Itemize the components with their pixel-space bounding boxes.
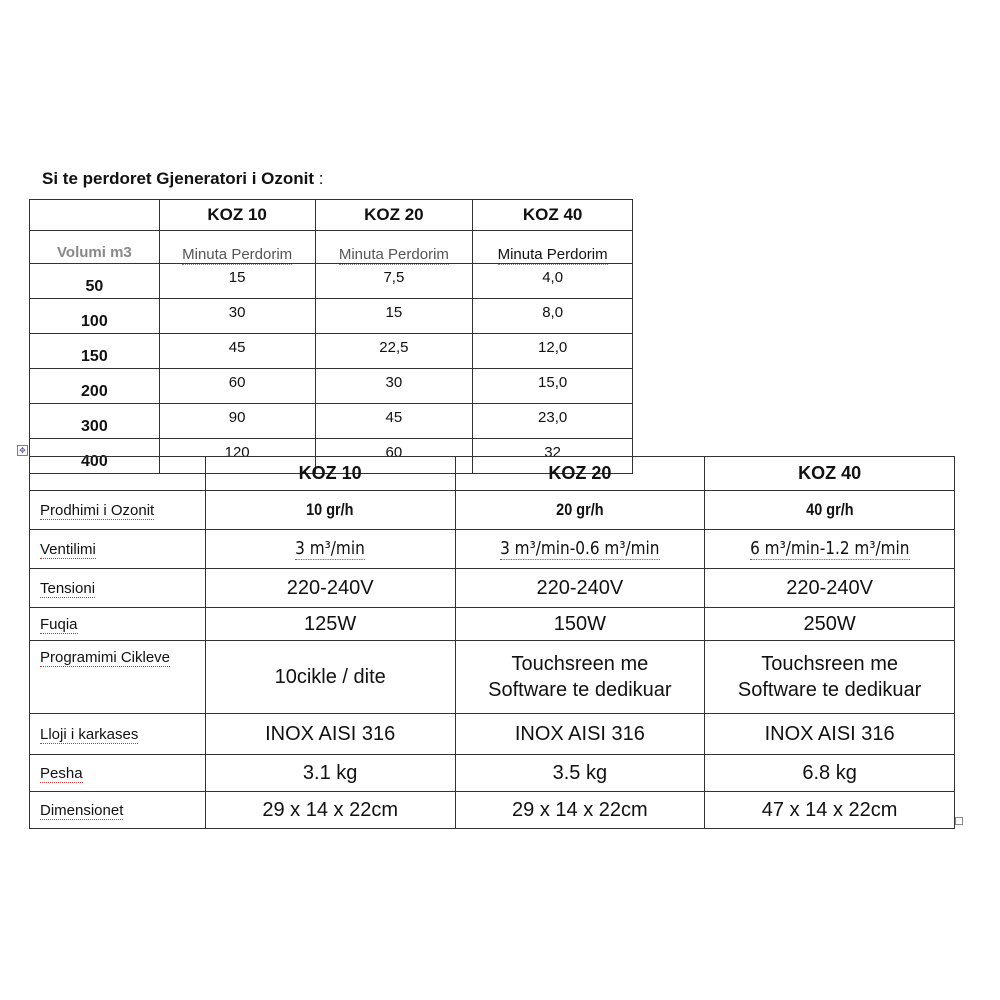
table-row [30, 530, 955, 569]
spec-value: 220-240V [205, 569, 455, 608]
spec-value: 3.5 kg [455, 755, 705, 792]
page-title [42, 169, 324, 189]
specs-header-cell: KOZ 10 [205, 457, 455, 491]
usage-header-cell: KOZ 40 [473, 200, 633, 231]
specs-header-cell: KOZ 20 [455, 457, 705, 491]
specs-table [29, 456, 955, 829]
usage-subheader-cell [159, 231, 315, 264]
specs-header-row [30, 457, 955, 491]
spec-label-cell [30, 755, 206, 792]
spec-label: Programimi Cikleve [40, 649, 171, 666]
spec-label-cell [30, 714, 206, 755]
spec-value: 150W [455, 608, 705, 641]
spec-value: Touchsreen me [761, 653, 898, 675]
spec-value-cell [705, 530, 955, 569]
spec-label-cell [30, 569, 206, 608]
spec-value: INOX AISI 316 [705, 714, 955, 755]
minutes-cell: 32 [473, 439, 633, 474]
resize-handle-icon[interactable] [955, 817, 963, 825]
spec-label: Prodhimi i Ozonit [40, 501, 155, 519]
spec-value: 220-240V [455, 569, 705, 608]
spec-label-cell [30, 491, 206, 530]
spec-value: Touchsreen me [511, 653, 649, 675]
minutes-cell: 30 [315, 369, 473, 404]
spec-value: 3 m³/min [295, 538, 365, 559]
usage-subheader-text: Minuta Perdorim [182, 246, 293, 263]
title-text: Si te perdoret Gjeneratori i Ozonit [42, 169, 315, 188]
specs-header-cell [30, 457, 206, 491]
usage-header-row [30, 200, 633, 231]
usage-subheader-cell [315, 231, 473, 264]
spec-value: 250W [705, 608, 955, 641]
spec-value: INOX AISI 316 [455, 714, 705, 755]
minutes-cell: 15,0 [473, 369, 633, 404]
table-row [30, 264, 633, 299]
spec-value: 47 x 14 x 22cm [705, 792, 955, 829]
spec-value-cell [205, 530, 455, 569]
spec-value: 6.8 kg [705, 755, 955, 792]
table-row [30, 755, 955, 792]
spec-label-cell [30, 608, 206, 641]
volume-cell: 150 [30, 334, 160, 369]
volume-cell: 400 [30, 439, 160, 474]
spec-label: Ventilimi [40, 540, 96, 558]
usage-subheader-text: Minuta Perdorim [338, 246, 449, 263]
volume-label: Volumi m3 [30, 231, 160, 264]
table-row [30, 569, 955, 608]
minutes-cell: 15 [315, 299, 473, 334]
minutes-cell: 120 [159, 439, 315, 474]
spec-value: INOX AISI 316 [205, 714, 455, 755]
spec-label-cell [30, 530, 206, 569]
volume-cell: 200 [30, 369, 160, 404]
spec-value-cell [455, 641, 705, 714]
table-row [30, 641, 955, 714]
specs-header-cell: KOZ 40 [705, 457, 955, 491]
volume-cell: 100 [30, 299, 160, 334]
spec-label-cell [30, 792, 206, 829]
table-row [30, 404, 633, 439]
table-row [30, 299, 633, 334]
usage-header-cell: KOZ 20 [315, 200, 473, 231]
usage-subheader-cell [473, 231, 633, 264]
spec-label: Lloji i karkases [40, 725, 139, 743]
spec-value: 40 gr/h [723, 491, 935, 530]
volume-cell: 300 [30, 404, 160, 439]
minutes-cell: 30 [159, 299, 315, 334]
spec-label: Fuqia [40, 615, 78, 633]
minutes-cell: 12,0 [473, 334, 633, 369]
minutes-cell: 45 [159, 334, 315, 369]
spec-value: 220-240V [705, 569, 955, 608]
spec-value: 20 gr/h [474, 491, 686, 530]
table-row [30, 792, 955, 829]
minutes-cell: 22,5 [315, 334, 473, 369]
spec-value: 3 m³/min-0.6 m³/min [500, 538, 660, 559]
table-row [30, 369, 633, 404]
minutes-cell: 60 [315, 439, 473, 474]
move-handle-icon[interactable]: ✥ [17, 445, 28, 456]
minutes-cell: 60 [159, 369, 315, 404]
minutes-cell: 4,0 [473, 264, 633, 299]
minutes-cell: 45 [315, 404, 473, 439]
title-colon: : [318, 169, 324, 188]
spec-value-cell [455, 530, 705, 569]
spec-value: 3.1 kg [205, 755, 455, 792]
minutes-cell: 23,0 [473, 404, 633, 439]
table-row [30, 334, 633, 369]
spec-value-cell [205, 641, 455, 714]
spec-value: 29 x 14 x 22cm [455, 792, 705, 829]
spec-value: 125W [205, 608, 455, 641]
table-row [30, 491, 955, 530]
spec-label: Tensioni [40, 579, 96, 597]
spec-value: 10cikle / dite [274, 666, 386, 688]
minutes-cell: 8,0 [473, 299, 633, 334]
spec-value: Software te dedikuar [488, 679, 672, 701]
volume-cell: 50 [30, 264, 160, 299]
usage-subheader-text: Minuta Perdorim [497, 246, 608, 263]
spec-value: 29 x 14 x 22cm [205, 792, 455, 829]
minutes-cell: 7,5 [315, 264, 473, 299]
spec-value: Software te dedikuar [737, 679, 922, 701]
minutes-cell: 15 [159, 264, 315, 299]
spec-label: Dimensionet [40, 801, 124, 819]
table-row [30, 714, 955, 755]
usage-header-cell [30, 200, 160, 231]
spec-label-cell [30, 641, 206, 714]
spec-value: 10 gr/h [224, 491, 436, 530]
usage-table [29, 199, 633, 474]
spec-value: 6 m³/min-1.2 m³/min [749, 538, 910, 559]
spec-label: Pesha [40, 764, 83, 782]
usage-header-cell: KOZ 10 [159, 200, 315, 231]
usage-subheader-row [30, 231, 633, 264]
spec-value-cell [705, 641, 955, 714]
table-row [30, 608, 955, 641]
minutes-cell: 90 [159, 404, 315, 439]
